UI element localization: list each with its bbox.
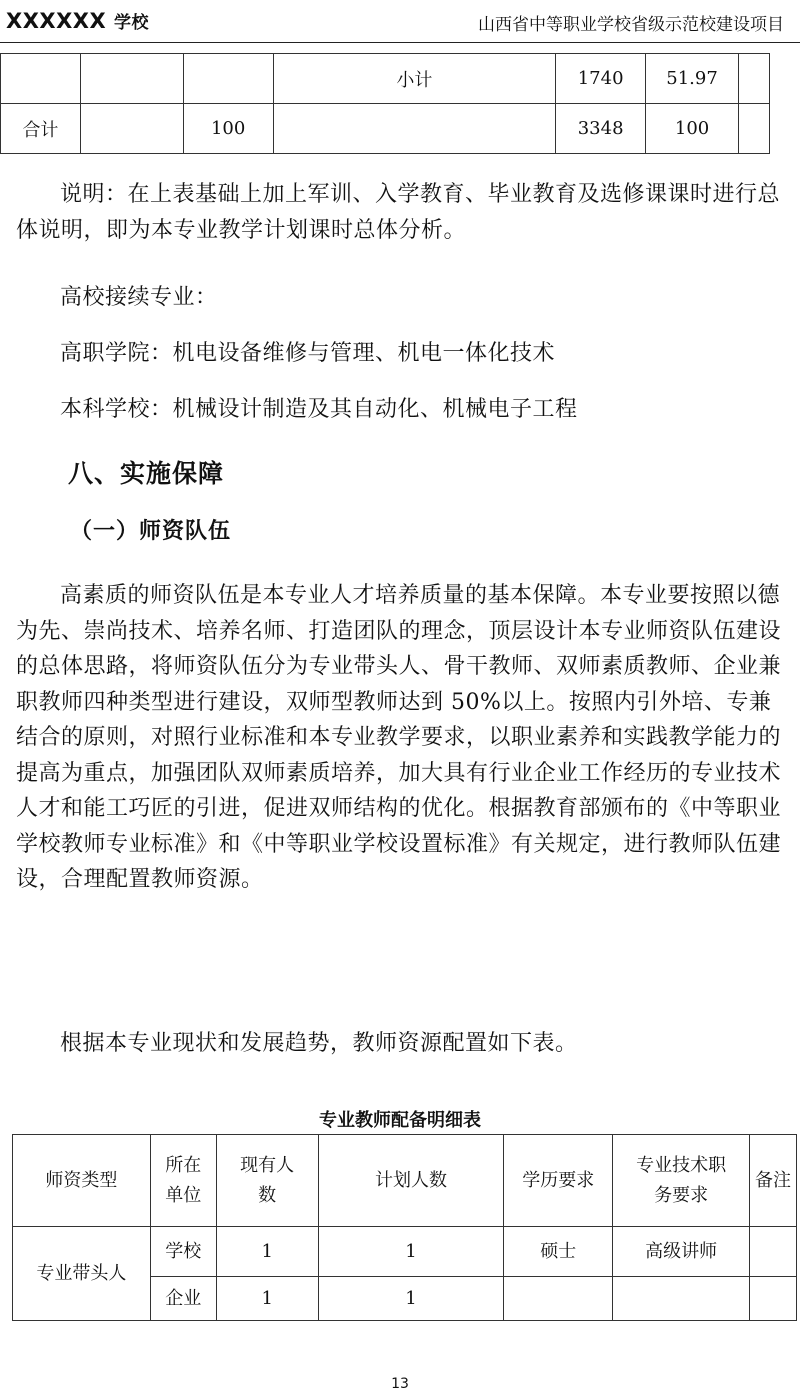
higher-vocational-line: 高职学院：机电设备维修与管理、机电一体化技术: [60, 341, 556, 366]
cell-unit: 企业: [150, 1277, 216, 1321]
cell-title: [613, 1277, 750, 1321]
subtotal-percent: 51.97: [646, 54, 739, 104]
header-unit: 所在 单位: [150, 1135, 216, 1227]
header-current: 现有人 数: [216, 1135, 318, 1227]
header-education: 学历要求: [504, 1135, 613, 1227]
cell-remark: [750, 1277, 797, 1321]
note-paragraph: 说明：在上表基础上加上军训、入学教育、毕业教育及选修课课时进行总体说明，即为本专业教学计划课时总体分析。: [16, 182, 781, 243]
table-header-row: [13, 1135, 797, 1227]
total-col3: 100: [183, 104, 273, 154]
continuing-majors-title: 高校接续专业：: [60, 285, 218, 310]
cell-current: 1: [216, 1227, 318, 1277]
cell-type: 专业带头人: [13, 1227, 151, 1321]
header-brand: XXXXXX: [6, 9, 107, 33]
header-school: [6, 8, 149, 33]
allocation-intro: 根据本专业现状和发展趋势，教师资源配置如下表。: [60, 1031, 578, 1056]
subsection-heading: （一）师资队伍: [70, 519, 232, 544]
header-title: 专业技术职 务要求: [613, 1135, 750, 1227]
cell-unit: 学校: [150, 1227, 216, 1277]
header-remark: 备注: [750, 1135, 797, 1227]
header-planned: 计划人数: [318, 1135, 504, 1227]
total-label: 合计: [1, 104, 81, 154]
page-number: 13: [391, 1376, 409, 1392]
section-heading: 八、实施保障: [68, 459, 225, 488]
total-hours: 3348: [556, 104, 646, 154]
cell-remark: [750, 1227, 797, 1277]
table-caption: 专业教师配备明细表: [319, 1110, 481, 1131]
subtotal-label: 小计: [273, 54, 556, 104]
subtotal-hours: 1740: [556, 54, 646, 104]
header-type: 师资类型: [13, 1135, 151, 1227]
cell-planned: 1: [318, 1227, 504, 1277]
cell-current: 1: [216, 1277, 318, 1321]
course-hours-table: [0, 53, 770, 154]
undergraduate-line: 本科学校：机械设计制造及其自动化、机械电子工程: [60, 397, 578, 422]
table-row: [1, 104, 770, 154]
total-percent: 100: [646, 104, 739, 154]
table-row: [13, 1227, 797, 1277]
header-project-title: 山西省中等职业学校省级示范校建设项目: [478, 15, 784, 35]
faculty-paragraph: 高素质的师资队伍是本专业人才培养质量的基本保障。本专业要按照以德为先、崇尚技术、培养名师、打造团队的理念，顶层设计本专业师资队伍建设的总体思路，将师资队伍分为专业带头人、骨干教师、双师素质教师、企业兼职教师四种类型进行建设，双师型教师达到 50%以上。按照内引外培、专兼结合的原则，对照行业标准和本专业教学要求，以职业素养和实践教学能力的提高为重点，加强团队双师素质培养，加大具有行业企业工作经历的专业技术人才和能工巧匠的引进，促进双师结构的优化。根据教育部颁布的《中等职业学校教师专业标准》和《中等职业学校设置标准》有关规定，进行教师队伍建设，合理配置教师资源。: [16, 583, 782, 892]
header-school-suffix: 学校: [113, 13, 149, 33]
cell-title: 高级讲师: [613, 1227, 750, 1277]
teacher-allocation-table: [12, 1134, 797, 1321]
cell-education: [504, 1277, 613, 1321]
cell-planned: 1: [318, 1277, 504, 1321]
page-header: [0, 0, 800, 44]
header-divider: [0, 42, 800, 43]
cell-education: 硕士: [504, 1227, 613, 1277]
table-row: [1, 54, 770, 104]
